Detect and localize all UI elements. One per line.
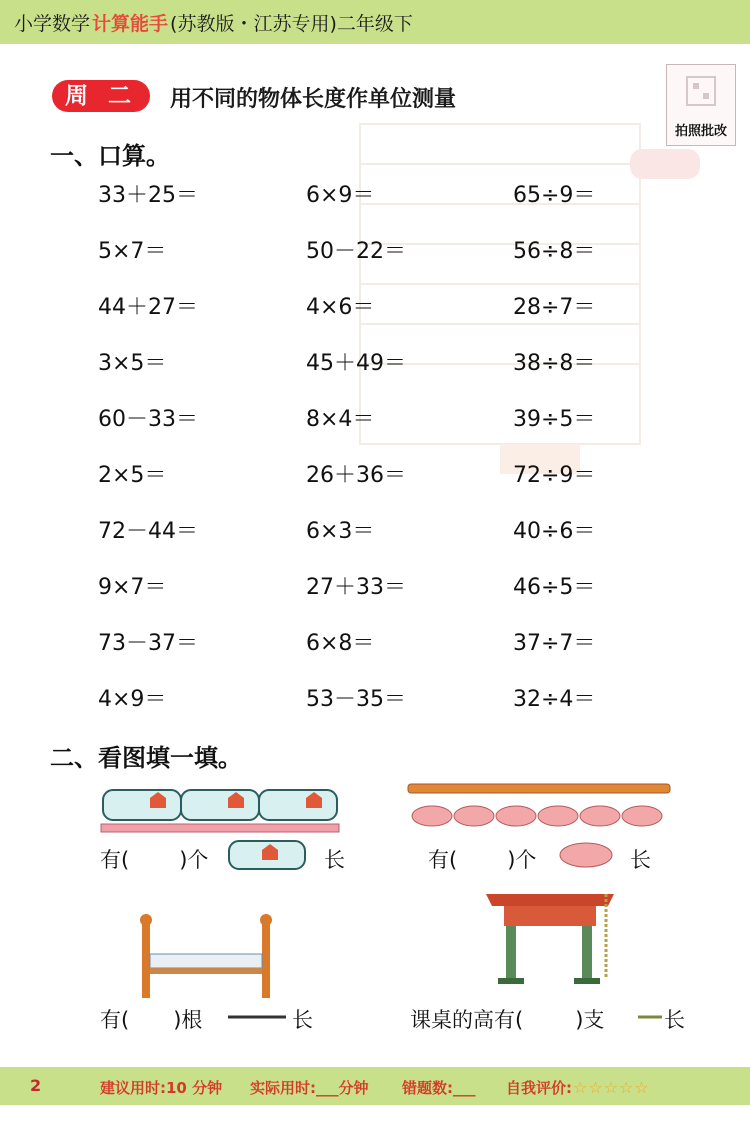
exercise[interactable]: 26＋36＝ [306,463,406,488]
star-icon[interactable]: ☆ [619,1078,634,1097]
exercise[interactable]: 65÷9＝ [513,183,596,208]
exercise[interactable]: 37÷7＝ [513,631,596,656]
q4-mid: )支 [575,1008,605,1032]
error-count[interactable]: 错题数:___ [402,1079,476,1097]
exercise[interactable]: 39÷5＝ [513,407,596,432]
exercise[interactable]: 6×9＝ [306,183,375,208]
pencil-case-row-illustration [100,788,350,836]
q2-mid: )个 [507,848,537,872]
exercise[interactable]: 4×9＝ [98,687,167,712]
exercise[interactable]: 9×7＝ [98,575,167,600]
exercise[interactable]: 3×5＝ [98,351,167,376]
qr-code-icon [667,65,735,119]
q3-suffix: 长 [292,1008,313,1032]
exercise[interactable]: 2×5＝ [98,463,167,488]
exercise[interactable]: 38÷8＝ [513,351,596,376]
actual-time[interactable]: 实际用时:___分钟 [250,1079,369,1097]
exercise[interactable]: 53－35＝ [306,687,406,712]
desk-illustration [480,888,620,990]
exercise[interactable]: 4×6＝ [306,295,375,320]
exercise[interactable]: 5×7＝ [98,239,167,264]
q2-suffix: 长 [630,848,651,872]
q1-suffix: 长 [324,848,345,872]
q1-mid: )个 [179,848,209,872]
exercise[interactable]: 56÷8＝ [513,239,596,264]
photo-correct-box[interactable] [666,64,736,146]
exercise[interactable]: 44＋27＝ [98,295,198,320]
q1-prefix: 有( [100,848,130,872]
exercise[interactable]: 72÷9＝ [513,463,596,488]
exercise[interactable]: 28÷7＝ [513,295,596,320]
exercise[interactable]: 60－33＝ [98,407,198,432]
exercise[interactable]: 6×3＝ [306,519,375,544]
footprint-icon [556,838,616,872]
star-icon[interactable]: ☆ [588,1078,603,1097]
q4-prefix: 课桌的高有( [410,1008,524,1032]
week-topic: 用不同的物体长度作单位测量 [170,87,457,112]
suggested-time: 建议用时:10 分钟 [100,1079,223,1097]
exercise[interactable]: 73－37＝ [98,631,198,656]
pencil-case-icon [226,838,310,874]
book-title [14,9,413,36]
q3-fill [100,1004,202,1034]
book-brand: 计算能手 [92,13,169,35]
q2-fill [428,844,536,874]
exercise[interactable]: 40÷6＝ [513,519,596,544]
section2-title: 二、看图填一填。 [50,744,242,772]
photo-correct-label: 拍照批改 [674,124,727,139]
exercise[interactable]: 27＋33＝ [306,575,406,600]
star-rating[interactable] [572,1079,649,1097]
page-footer [0,1067,750,1105]
page-header [0,0,750,44]
exercise[interactable]: 8×4＝ [306,407,375,432]
q1-fill [100,844,208,874]
section1-title: 一、口算。 [50,142,170,170]
page-number: 2 [30,1076,42,1095]
exercise[interactable]: 50－22＝ [306,239,406,264]
footprints-illustration [406,780,676,836]
bed-illustration [134,912,279,1002]
stick-icon [226,1012,288,1022]
exercise[interactable]: 46÷5＝ [513,575,596,600]
exercise[interactable]: 72－44＝ [98,519,198,544]
exercise[interactable]: 33＋25＝ [98,183,198,208]
exercise[interactable]: 45＋49＝ [306,351,406,376]
exercise[interactable]: 6×8＝ [306,631,375,656]
book-title-suffix: (苏教版・江苏专用)二年级下 [170,13,413,35]
self-evaluation [506,1077,649,1098]
star-icon[interactable]: ☆ [634,1078,649,1097]
q3-mid: )根 [173,1008,203,1032]
q4-fill [410,1004,604,1034]
book-title-prefix: 小学数学 [14,13,91,35]
q3-prefix: 有( [100,1008,130,1032]
self-eval-label: 自我评价: [506,1079,572,1097]
q4-suffix: 长 [664,1008,685,1032]
star-icon[interactable]: ☆ [603,1078,619,1097]
week-badge: 周 二 [52,80,150,112]
q2-prefix: 有( [428,848,458,872]
star-icon[interactable]: ☆ [573,1078,588,1097]
exercise[interactable]: 32÷4＝ [513,687,596,712]
chalk-stick-icon [636,1012,664,1022]
